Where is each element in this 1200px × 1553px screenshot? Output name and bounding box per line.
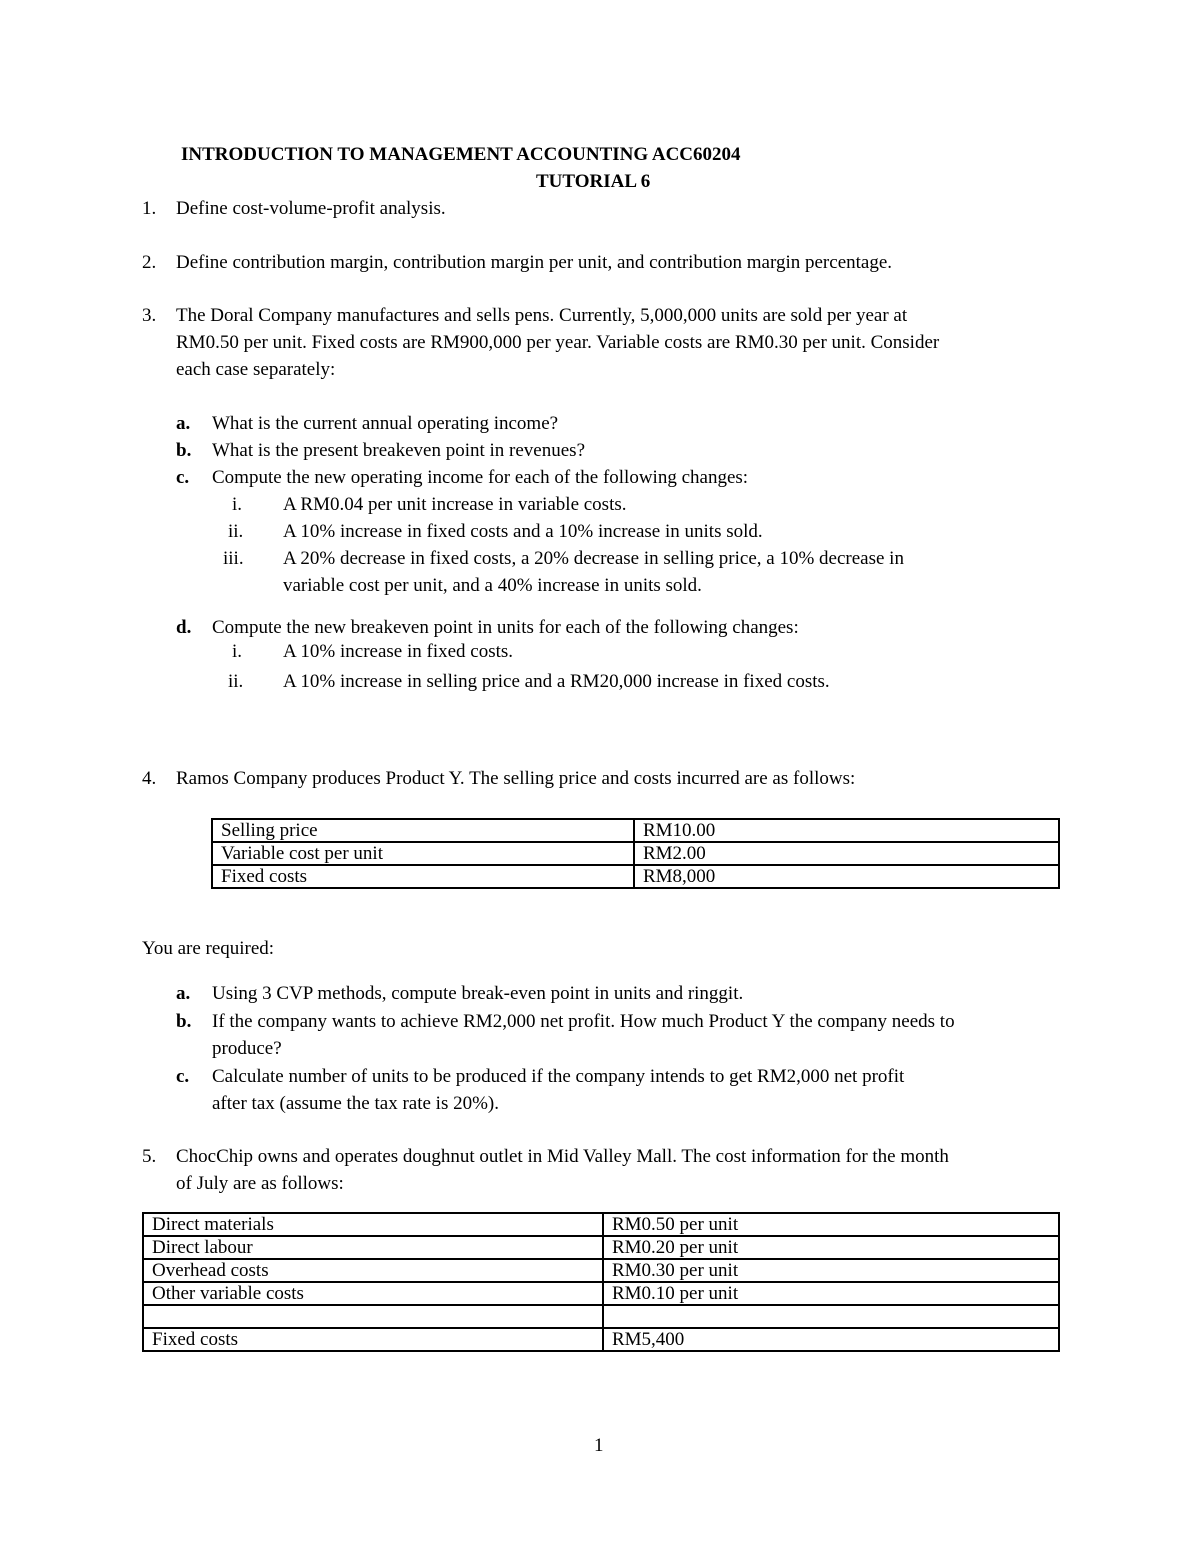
q5-number: 5. (142, 1146, 157, 1167)
q5-line-2: of July are as follows: (176, 1173, 344, 1194)
q4-required: You are required: (142, 938, 275, 959)
q3c-i-text: A RM0.04 per unit increase in variable costs. (283, 494, 627, 515)
table-cell-label: Direct labour (143, 1236, 603, 1259)
table-cell-value: RM8,000 (634, 865, 1059, 888)
table-cell-value: RM0.50 per unit (603, 1213, 1059, 1236)
q3-line-2: RM0.50 per unit. Fixed costs are RM900,000 per year. Variable costs are RM0.30 per unit. Consider (176, 332, 940, 353)
q3a-label: a. (176, 413, 191, 434)
table-cell-label: Selling price (212, 819, 634, 842)
q3d-label: d. (176, 617, 192, 638)
q3-line-1: The Doral Company manufactures and sells pens. Currently, 5,000,000 units are sold per year at (176, 305, 908, 326)
q4b-label: b. (176, 1011, 192, 1032)
q1-number: 1. (142, 198, 157, 219)
q3c-label: c. (176, 467, 190, 488)
table-cell-label (143, 1305, 603, 1328)
table-cell-value: RM0.10 per unit (603, 1282, 1059, 1305)
table-row (212, 819, 1059, 842)
table-cell-label: Fixed costs (143, 1328, 603, 1351)
q4b-text: If the company wants to achieve RM2,000 net profit. How much Product Y the company needs to (212, 1011, 955, 1032)
q3d-i-text: A 10% increase in fixed costs. (283, 641, 514, 662)
q4b-text-cont: produce? (212, 1038, 282, 1059)
chocchip-cost-table (142, 1212, 1060, 1352)
table-cell-label: Variable cost per unit (212, 842, 634, 865)
table-cell-label: Direct materials (143, 1213, 603, 1236)
q4a-label: a. (176, 983, 191, 1004)
table-cell-value (603, 1305, 1059, 1328)
table-row (143, 1259, 1059, 1282)
q3c-iii-number: iii. (223, 548, 244, 569)
table-row (143, 1328, 1059, 1351)
table-cell-value: RM2.00 (634, 842, 1059, 865)
q4c-text: Calculate number of units to be produced if the company intends to get RM2,000 net profit (212, 1066, 905, 1087)
q2-text: Define contribution margin, contribution margin per unit, and contribution margin percentage. (176, 252, 893, 273)
q3c-i-number: i. (232, 494, 243, 515)
table-row (212, 865, 1059, 888)
q4c-text-cont: after tax (assume the tax rate is 20%). (212, 1093, 499, 1114)
q4-text: Ramos Company produces Product Y. The selling price and costs incurred are as follows: (176, 768, 856, 789)
q3d-ii-number: ii. (228, 671, 244, 692)
table-cell-value: RM5,400 (603, 1328, 1059, 1351)
ramos-cost-table (211, 818, 1060, 889)
q3b-label: b. (176, 440, 192, 461)
q3c-iii-text-cont: variable cost per unit, and a 40% increase in units sold. (283, 575, 702, 596)
table-row (143, 1282, 1059, 1305)
q3d-i-number: i. (232, 641, 243, 662)
q3c-iii-text: A 20% decrease in fixed costs, a 20% decrease in selling price, a 10% decrease in (283, 548, 904, 569)
q2-number: 2. (142, 252, 157, 273)
q4a-text: Using 3 CVP methods, compute break-even point in units and ringgit. (212, 983, 744, 1004)
q4c-label: c. (176, 1066, 190, 1087)
q3c-text: Compute the new operating income for each of the following changes: (212, 467, 749, 488)
q4-number: 4. (142, 768, 157, 789)
document-title: INTRODUCTION TO MANAGEMENT ACCOUNTING ACC60204 (181, 144, 741, 165)
page-number: 1 (594, 1435, 604, 1456)
q3-line-3: each case separately: (176, 359, 336, 380)
table-row-empty (143, 1305, 1059, 1328)
table-cell-label: Overhead costs (143, 1259, 603, 1282)
q3-number: 3. (142, 305, 157, 326)
table-row (212, 842, 1059, 865)
table-cell-label: Fixed costs (212, 865, 634, 888)
table-row (143, 1213, 1059, 1236)
q3b-text: What is the present breakeven point in revenues? (212, 440, 585, 461)
q3a-text: What is the current annual operating income? (212, 413, 559, 434)
table-cell-value: RM10.00 (634, 819, 1059, 842)
q3d-text: Compute the new breakeven point in units for each of the following changes: (212, 617, 799, 638)
q5-line-1: ChocChip owns and operates doughnut outlet in Mid Valley Mall. The cost information for the month (176, 1146, 949, 1167)
table-row (143, 1236, 1059, 1259)
table-cell-value: RM0.30 per unit (603, 1259, 1059, 1282)
table-cell-value: RM0.20 per unit (603, 1236, 1059, 1259)
tutorial-heading: TUTORIAL 6 (536, 171, 651, 192)
q3c-ii-text: A 10% increase in fixed costs and a 10% increase in units sold. (283, 521, 763, 542)
q3c-ii-number: ii. (228, 521, 244, 542)
q1-text: Define cost-volume-profit analysis. (176, 198, 446, 219)
q3d-ii-text: A 10% increase in selling price and a RM20,000 increase in fixed costs. (283, 671, 830, 692)
table-cell-label: Other variable costs (143, 1282, 603, 1305)
